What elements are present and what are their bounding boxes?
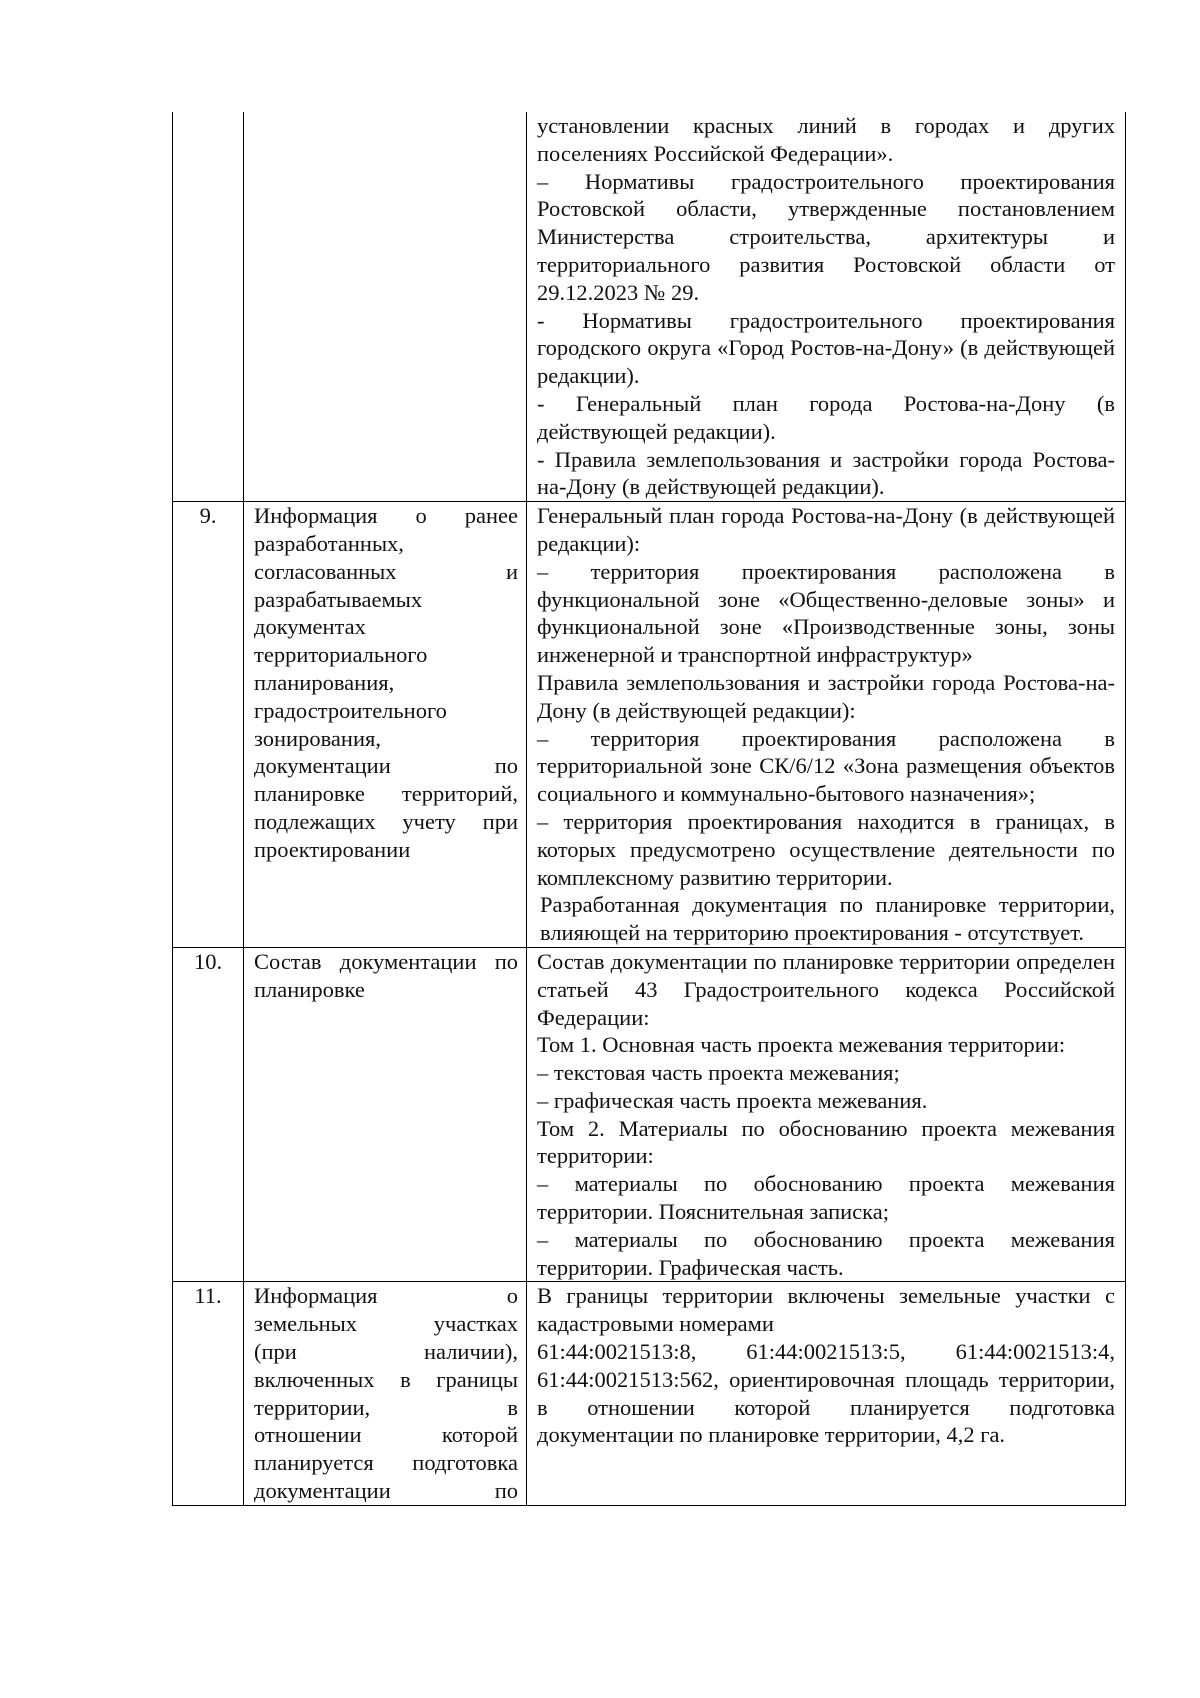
row-name-line: планировке территорий, bbox=[254, 781, 518, 807]
row-name-line: земельных участках bbox=[254, 1311, 518, 1337]
row-number bbox=[173, 112, 244, 502]
content-paragraph: – материалы по обоснованию проекта межевания территории. Пояснительная записка; bbox=[537, 1171, 1115, 1225]
row-number: 9. bbox=[173, 502, 244, 948]
table-row bbox=[173, 1282, 1126, 1505]
row-name-line: градостроительного bbox=[254, 697, 447, 723]
row-number: 10. bbox=[173, 947, 244, 1282]
row-name-line: проектировании bbox=[254, 836, 411, 862]
row-name-line: зонирования, bbox=[254, 725, 381, 751]
row-name-line: территории, в bbox=[254, 1394, 518, 1420]
row-name-line: разрабатываемых bbox=[254, 586, 423, 612]
row-name-line: разработанных, bbox=[254, 530, 404, 556]
row-name-line: планировке bbox=[254, 976, 365, 1002]
row-content bbox=[527, 502, 1126, 948]
row-name-line: включенных в границы bbox=[254, 1366, 518, 1392]
content-paragraph: Разработанная документация по планировке территории, влияющей на территорию проектирования - отсутствует. bbox=[540, 892, 1115, 946]
row-name-line: подлежащих учету при bbox=[254, 808, 518, 834]
content-paragraph: Генеральный план города Ростова-на-Дону (в действующей редакции): bbox=[537, 503, 1115, 556]
row-name-line: Информация о ранее bbox=[254, 503, 518, 529]
content-paragraph: – материалы по обоснованию проекта межевания территории. Графическая часть. bbox=[537, 1226, 1115, 1280]
content-paragraph: Правила землепользования и застройки города Ростова-на-Дону (в действующей редакции): bbox=[537, 669, 1115, 723]
content-paragraph: – территория проектирования расположена в функциональной зоне «Общественно-деловые зоны» и функциональной зоне «Производственные зоны, зоны инженерной и транспортной инфраструктур» bbox=[537, 558, 1115, 668]
content-paragraph: - Нормативы градостроительного проектирования городского округа «Город Ростов-на-Дону» (в действующей редакции). bbox=[537, 307, 1115, 389]
row-content bbox=[527, 947, 1126, 1282]
row-name bbox=[244, 947, 527, 1282]
content-paragraph: В границы территории включены земельные участки с кадастровыми номерами bbox=[537, 1283, 1115, 1337]
content-paragraph: – Нормативы градостроительного проектирования Ростовской области, утвержденные постановлением Министерства строительства, архитектуры и территориального развития Ростовской области от 29.12.2023 № 29. bbox=[537, 168, 1115, 305]
row-name-line: документации по bbox=[254, 1478, 518, 1504]
content-paragraph: – территория проектирования расположена в территориальной зоне СК/6/12 «Зона размещения объектов социального и коммунально-бытового назначения»; bbox=[537, 725, 1115, 807]
row-name-line: документации по bbox=[254, 753, 518, 779]
content-paragraph: Состав документации по планировке территории определен статьей 43 Градостроительного кодекса Российской Федерации: bbox=[537, 948, 1115, 1030]
content-paragraph: Том 1. Основная часть проекта межевания территории: bbox=[537, 1032, 1066, 1058]
content-paragraph: – графическая часть проекта межевания. bbox=[537, 1087, 928, 1113]
requirements-table bbox=[172, 112, 1126, 1506]
content-paragraph: установлении красных линий в городах и других поселениях Российской Федерации». bbox=[537, 113, 1115, 166]
row-name-line: Состав документации по bbox=[254, 948, 518, 974]
row-name bbox=[244, 1282, 527, 1505]
content-paragraph: 61:44:0021513:8, 61:44:0021513:5, 61:44:0021513:4, 61:44:0021513:562, ориентировочная площадь территории, в отношении которой планируется подготовка документации по планировке территории, 4,2 га. bbox=[537, 1339, 1115, 1448]
table-row bbox=[173, 112, 1126, 502]
row-name bbox=[244, 112, 527, 502]
content-paragraph: – текстовая часть проекта межевания; bbox=[537, 1060, 900, 1086]
row-name-line: отношении которой bbox=[254, 1422, 518, 1448]
content-paragraph: - Генеральный план города Ростова-на-Дону (в действующей редакции). bbox=[537, 390, 1115, 444]
row-number: 11. bbox=[173, 1282, 244, 1505]
row-content bbox=[527, 112, 1126, 502]
row-content bbox=[527, 1282, 1126, 1505]
row-name-line: планирования, bbox=[254, 669, 395, 695]
row-name bbox=[244, 502, 527, 948]
row-name-line: планируется подготовка bbox=[254, 1450, 518, 1476]
content-paragraph: - Правила землепользования и застройки города Ростова-на-Дону (в действующей редакции). bbox=[537, 446, 1115, 500]
row-name-line: согласованных и bbox=[254, 558, 518, 584]
row-name-line: Информация о bbox=[254, 1283, 518, 1309]
content-paragraph: – территория проектирования находится в границах, в которых предусмотрено осуществление деятельности по комплексному развитию территории. bbox=[537, 808, 1115, 890]
table-row bbox=[173, 947, 1126, 1282]
row-name-line: (при наличии), bbox=[254, 1339, 518, 1365]
row-name-line: документах bbox=[254, 614, 366, 640]
table-row bbox=[173, 502, 1126, 948]
row-name-line: территориального bbox=[254, 642, 428, 668]
content-paragraph: Том 2. Материалы по обоснованию проекта межевания территории: bbox=[537, 1115, 1115, 1169]
